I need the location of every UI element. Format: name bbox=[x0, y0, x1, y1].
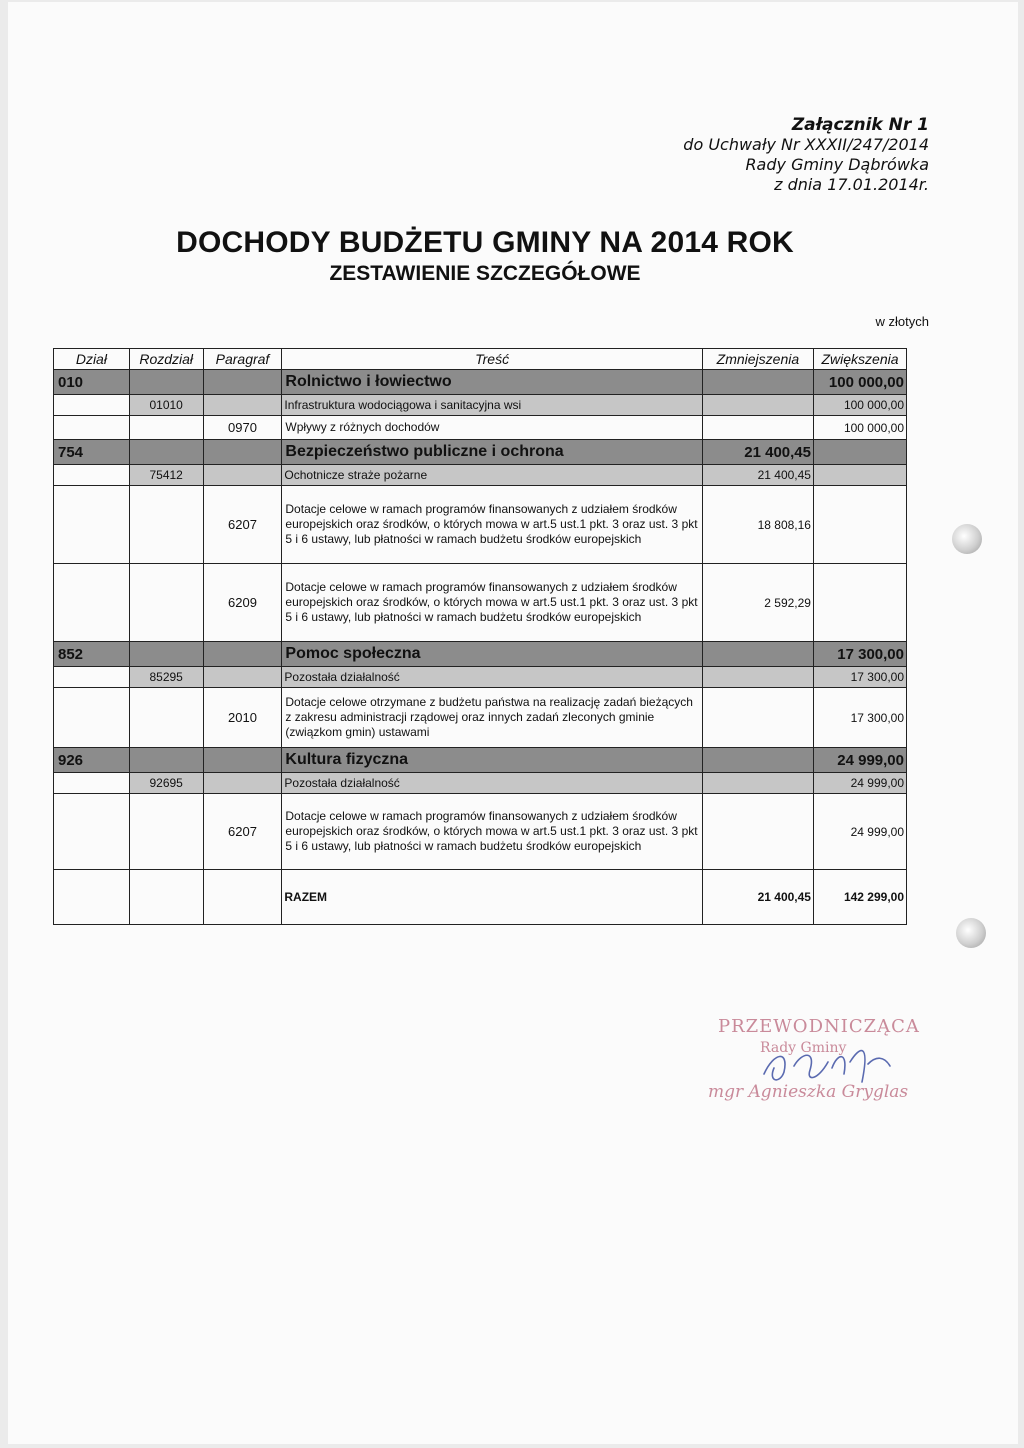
rozdzial-name: Infrastruktura wodociągowa i sanitacyjna wsi bbox=[282, 395, 702, 416]
rozdzial-name: Ochotnicze straże pożarne bbox=[282, 465, 702, 486]
dzial-name: Bezpieczeństwo publiczne i ochrona bbox=[282, 440, 702, 465]
dzial-code: 010 bbox=[54, 370, 130, 395]
annex-resolution: do Uchwały Nr XXXII/247/2014 bbox=[683, 135, 929, 154]
rozdzial-row-75412 bbox=[54, 465, 907, 486]
total-zwiekszenia: 142 299,00 bbox=[813, 870, 906, 925]
paragraf-text: Dotacje celowe otrzymane z budżetu państwa na realizację zadań bieżących z zakresu administracji rządowej oraz innych zadań zleconych gminie (związkom gmin) ustawami bbox=[282, 688, 702, 748]
rozdzial-row-01010 bbox=[54, 395, 907, 416]
paragraf-zwiekszenia bbox=[813, 564, 906, 642]
paragraf-row-0970 bbox=[54, 416, 907, 440]
rozdzial-code: 75412 bbox=[129, 465, 203, 486]
paragraf-row-6207 bbox=[54, 794, 907, 870]
paragraf-zmniejszenia bbox=[702, 794, 813, 870]
dzial-zwiekszenia: 17 300,00 bbox=[813, 642, 906, 667]
paragraf-row-2010 bbox=[54, 688, 907, 748]
paragraf-text: Dotacje celowe w ramach programów finansowanych z udziałem środków europejskich oraz środków, o których mowa w art.5 ust.1 pkt. 3 oraz ust. 3 pkt 5 i 6 ustawy, lub płatności w ramach budżetu środków europejskich bbox=[282, 564, 702, 642]
rozdzial-code: 01010 bbox=[129, 395, 203, 416]
header-zwiekszenia: Zwiększenia bbox=[813, 349, 906, 370]
paragraf-zmniejszenia: 18 808,16 bbox=[702, 486, 813, 564]
dzial-zmniejszenia bbox=[702, 370, 813, 395]
page-subtitle: ZESTAWIENIE SZCZEGÓŁOWE bbox=[329, 262, 641, 285]
paragraf-code: 0970 bbox=[203, 416, 282, 440]
paragraf-code: 6209 bbox=[203, 564, 282, 642]
header-rozdzial: Rozdział bbox=[129, 349, 203, 370]
dzial-row-926 bbox=[54, 748, 907, 773]
paragraf-row-6209 bbox=[54, 564, 907, 642]
paragraf-zmniejszenia bbox=[702, 688, 813, 748]
rozdzial-row-92695 bbox=[54, 773, 907, 794]
dzial-row-852 bbox=[54, 642, 907, 667]
table-header-row bbox=[54, 349, 907, 370]
budget-table bbox=[53, 348, 907, 925]
paragraf-code: 6207 bbox=[203, 794, 282, 870]
rozdzial-code: 92695 bbox=[129, 773, 203, 794]
rozdzial-zwiekszenia: 100 000,00 bbox=[813, 395, 906, 416]
punch-hole bbox=[952, 524, 982, 554]
paragraf-zwiekszenia: 24 999,00 bbox=[813, 794, 906, 870]
paragraf-zmniejszenia: 2 592,29 bbox=[702, 564, 813, 642]
header-dzial: Dział bbox=[54, 349, 130, 370]
dzial-zmniejszenia bbox=[702, 748, 813, 773]
currency-unit: w złotych bbox=[875, 314, 929, 329]
paragraf-zwiekszenia: 100 000,00 bbox=[813, 416, 906, 440]
annex-title: Załącznik Nr 1 bbox=[791, 115, 929, 135]
dzial-row-010 bbox=[54, 370, 907, 395]
dzial-zwiekszenia: 24 999,00 bbox=[813, 748, 906, 773]
header-paragraf: Paragraf bbox=[203, 349, 282, 370]
chairwoman-stamp bbox=[704, 1012, 934, 1122]
header-tresc: Treść bbox=[282, 349, 702, 370]
paragraf-text: Dotacje celowe w ramach programów finansowanych z udziałem środków europejskich oraz środków, o których mowa w art.5 ust.1 pkt. 3 oraz ust. 3 pkt 5 i 6 ustawy, lub płatności w ramach budżetu środków europejskich bbox=[282, 486, 702, 564]
rozdzial-row-85295 bbox=[54, 667, 907, 688]
rozdzial-zwiekszenia bbox=[813, 465, 906, 486]
dzial-zmniejszenia bbox=[702, 642, 813, 667]
dzial-row-754 bbox=[54, 440, 907, 465]
stamp-name: mgr Agnieszka Gryglas bbox=[708, 1082, 909, 1102]
dzial-code: 754 bbox=[54, 440, 130, 465]
paragraf-text: Dotacje celowe w ramach programów finansowanych z udziałem środków europejskich oraz środków, o których mowa w art.5 ust.1 pkt. 3 oraz ust. 3 pkt 5 i 6 ustawy, lub płatności w ramach budżetu środków europejskich bbox=[282, 794, 702, 870]
paragraf-text: Wpływy z różnych dochodów bbox=[282, 416, 702, 440]
annex-header bbox=[683, 115, 929, 195]
dzial-code: 852 bbox=[54, 642, 130, 667]
stamp-council: Rady Gminy bbox=[760, 1040, 847, 1056]
rozdzial-zmniejszenia: 21 400,45 bbox=[702, 465, 813, 486]
rozdzial-name: Pozostała działalność bbox=[282, 773, 702, 794]
dzial-zmniejszenia: 21 400,45 bbox=[702, 440, 813, 465]
rozdzial-name: Pozostała działalność bbox=[282, 667, 702, 688]
paragraf-code: 6207 bbox=[203, 486, 282, 564]
paragraf-zwiekszenia bbox=[813, 486, 906, 564]
total-row bbox=[54, 870, 907, 925]
total-zmniejszenia: 21 400,45 bbox=[702, 870, 813, 925]
rozdzial-code: 85295 bbox=[129, 667, 203, 688]
header-zmniejszenia: Zmniejszenia bbox=[702, 349, 813, 370]
annex-council: Rady Gminy Dąbrówka bbox=[745, 155, 929, 174]
rozdzial-zwiekszenia: 24 999,00 bbox=[813, 773, 906, 794]
paragraf-zmniejszenia bbox=[702, 416, 813, 440]
page-title: DOCHODY BUDŻETU GMINY NA 2014 ROK bbox=[176, 226, 794, 259]
dzial-name: Pomoc społeczna bbox=[282, 642, 702, 667]
total-label: RAZEM bbox=[282, 870, 702, 925]
dzial-zwiekszenia: 100 000,00 bbox=[813, 370, 906, 395]
rozdzial-zmniejszenia bbox=[702, 395, 813, 416]
rozdzial-zmniejszenia bbox=[702, 773, 813, 794]
paragraf-row-6207 bbox=[54, 486, 907, 564]
rozdzial-zmniejszenia bbox=[702, 667, 813, 688]
paragraf-zwiekszenia: 17 300,00 bbox=[813, 688, 906, 748]
dzial-code: 926 bbox=[54, 748, 130, 773]
signature-icon bbox=[744, 1022, 914, 1102]
annex-date: z dnia 17.01.2014r. bbox=[774, 175, 929, 194]
rozdzial-zwiekszenia: 17 300,00 bbox=[813, 667, 906, 688]
punch-hole bbox=[956, 918, 986, 948]
dzial-zwiekszenia bbox=[813, 440, 906, 465]
stamp-title: PRZEWODNICZĄCA bbox=[718, 1016, 920, 1037]
dzial-name: Rolnictwo i łowiectwo bbox=[282, 370, 702, 395]
paragraf-code: 2010 bbox=[203, 688, 282, 748]
dzial-name: Kultura fizyczna bbox=[282, 748, 702, 773]
